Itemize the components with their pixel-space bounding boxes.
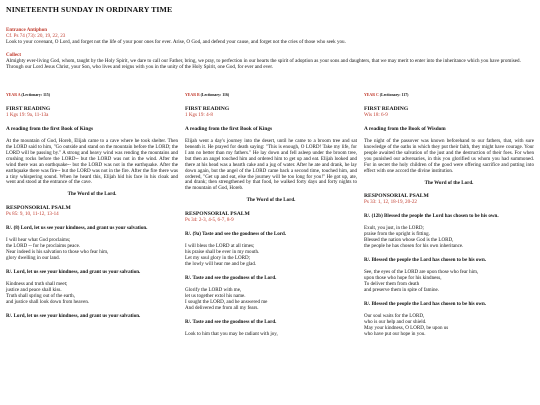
first-reading-heading: FIRST READING: [6, 105, 51, 112]
verse-line: Truth shall spring out of the earth,: [6, 292, 75, 299]
reading-body: The night of the passover was known beforehand to our fathers, that, with sure knowledge of the oaths in which they put their faith, they might have courage. Your people awaited the salvation of the just and the destruction of their foes. For when you punished our adversaries, in this you glorified us whom you had summoned. For in secret the holy children of the good were offering sacrifice and putting into effect with one accord the divine institution.: [364, 137, 534, 174]
word-of-the-lord: The Word of the Lord.: [67, 191, 117, 198]
year-b-column: [185, 93, 357, 338]
verse-line: See, the eyes of the LORD are upon those who fear him,: [364, 269, 479, 276]
verse-line: Let my soul glory in the LORD;: [185, 255, 251, 262]
lectionary-number: (Lectionary: 116): [200, 93, 230, 97]
psalm-heading: RESPONSORIAL PSALM: [185, 211, 250, 218]
entrance-antiphon-label: Entrance Antiphon: [6, 28, 47, 33]
verse-line: who is our help and our shield.: [364, 318, 427, 325]
year-a-header: [6, 93, 178, 99]
psalm-response: R/. Blessed the people the Lord has chosen to be his own.: [364, 300, 487, 307]
page-title: NINETEENTH SUNDAY IN ORDINARY TIME: [6, 5, 173, 14]
lectionary-number: (Lectionary: 115): [21, 93, 51, 97]
entrance-antiphon: [6, 28, 534, 46]
word-of-the-lord: The Word of the Lord.: [246, 197, 296, 204]
psalm-response: R/. Lord, let us see your kindness, and grant us your salvation.: [6, 312, 141, 319]
collect-text: Almighty ever-living God, whom, taught by the Holy Spirit, we dare to call our Father, bring, we pray, to perfection in our hearts the spirit of adoption as your sons and daughters, that we may merit to enter into the inheritance which you have promised. Through our Lord Jesus Christ, your Son, who lives and reigns with you in the unity of the Holy Spirit, one God, for ever and ever.: [6, 57, 521, 70]
verse-line: Exult, you just, in the LORD;: [364, 225, 424, 232]
first-reading-heading: FIRST READING: [185, 105, 230, 112]
verse-line: and preserve them in spite of famine.: [364, 286, 439, 293]
verse-line: who have put our hope in you.: [364, 330, 426, 337]
psalm-response: R/. Lord, let us see your kindness, and grant us your salvation.: [6, 269, 141, 276]
psalm-verse: [185, 244, 357, 268]
psalm-response: R/. (8) Lord, let us see your kindness, and grant us your salvation.: [6, 225, 148, 232]
year-label: YEAR B: [185, 93, 200, 97]
year-b-header: [185, 93, 357, 99]
collect-label: Collect: [6, 53, 21, 58]
entrance-antiphon-text: Look to your covenant, O Lord, and forget not the life of your poor ones for ever. Arise, O God, and defend your cause, and forget not the cries of those who seek you.: [6, 38, 346, 45]
verse-line: the people he has chosen for his own inheritance.: [364, 243, 464, 250]
year-label: YEAR C: [364, 93, 379, 97]
year-a-column: [6, 93, 178, 320]
verse-line: I sought the LORD, and he answered me: [185, 298, 268, 305]
verse-line: justice and peace shall kiss.: [6, 286, 62, 293]
verse-line: and justice shall look down from heaven.: [6, 298, 90, 305]
verse-line: Blessed the nation whose God is the LORD,: [364, 237, 454, 244]
verse-line: praise from the upright is fitting.: [364, 231, 430, 238]
verse-line: the LORD -- for he proclaims peace.: [6, 243, 81, 250]
verse-line: I will bless the LORD at all times;: [185, 243, 255, 250]
psalm-ref: Ps 34: 2-3, 4-5, 6-7, 8-9: [185, 217, 234, 224]
psalm-response: R/. (12b) Blessed the people the Lord has chosen to be his own.: [364, 213, 499, 220]
psalm-response: R/. (9a) Taste and see the goodness of the Lord.: [185, 231, 287, 238]
reading-intro: A reading from the first Book of Kings: [6, 125, 94, 132]
psalm-verse: [6, 282, 178, 306]
year-c-header: [364, 93, 534, 99]
psalm-response: R/. Taste and see the goodness of the Lord.: [185, 318, 277, 325]
entrance-antiphon-ref: Cf. Ps 74 (73): 20, 19, 22, 23: [6, 32, 66, 39]
lectionary-number: (Lectionary: 117): [379, 93, 409, 97]
verse-line: Look to him that you may be radiant with joy,: [185, 330, 278, 337]
psalm-ref: Ps 85: 9, 10, 11-12, 13-14: [6, 211, 59, 218]
psalm-heading: RESPONSORIAL PSALM: [364, 193, 429, 200]
psalm-verse: [364, 314, 534, 338]
psalm-verse: [6, 238, 178, 262]
verse-line: I will hear what God proclaims;: [6, 237, 71, 244]
verse-line: And delivered me from all my fears.: [185, 304, 259, 311]
verse-line: his praise shall be ever in my mouth.: [185, 249, 260, 256]
first-reading-ref: Wis 18: 6-9: [364, 111, 388, 118]
reading-intro: A reading from the Book of Wisdom: [364, 125, 446, 132]
year-label: YEAR A: [6, 93, 21, 97]
verse-line: To deliver them from death: [364, 281, 420, 288]
word-of-the-lord: The Word of the Lord.: [424, 179, 474, 186]
reading-body: Elijah went a day's journey into the desert, until he came to a broom tree and sat beneath it. He prayed for death saying: "This is enough, O LORD! Take my life, for I am no better than my fathers." He lay down and fell asleep under the broom tree, but then an angel touched him and ordered him to get up and eat. Elijah looked and there at his head was a hearth cake and a jug of water. After he ate and drank, he lay down again, but the angel of the LORD came back a second time, touched him, and ordered, "Get up and eat, else the journey will be too long for you!" He got up, ate, and drank; then strengthened by that food, he walked forty days and forty nights to the mountain of God, Horeb.: [185, 137, 357, 192]
reading-body: At the mountain of God, Horeb, Elijah came to a cave where he took shelter. Then the LORD said to him, "Go outside and stand on the mountain before the LORD; the LORD will be passing by." A strong and heavy wind was rending the mountains and crushing rocks before the LORD-- but the LORD was not in the wind. After the wind there was an earthquake-- but the LORD was not in the earthquake. After the earthquake there was fire-- but the LORD was not in the fire. After the fire there was a tiny whispering sound. When he heard this, Elijah hid his face in his cloak and went and stood at the entrance of the cave.: [6, 137, 178, 186]
verse-line: Glorify the LORD with me,: [185, 286, 242, 293]
verse-line: May your kindness, O LORD, be upon us: [364, 324, 449, 331]
first-reading-heading: FIRST READING: [364, 105, 409, 112]
verse-line: let us together extol his name.: [185, 292, 246, 299]
psalm-verse: [364, 270, 534, 294]
verse-line: Kindness and truth shall meet;: [6, 281, 68, 288]
verse-line: Near indeed is his salvation to those who fear him,: [6, 249, 109, 256]
verse-line: upon those who hope for his kindness,: [364, 275, 442, 282]
first-reading-ref: 1 Kgs 19: 9a, 11-13a: [6, 111, 49, 118]
verse-line: Our soul waits for the LORD,: [364, 312, 425, 319]
first-reading-ref: 1 Kgs 19: 4-8: [185, 111, 213, 118]
psalm-response: R/. Taste and see the goodness of the Lord.: [185, 275, 277, 282]
psalm-ref: Ps 33: 1, 12, 18-19, 20-22: [364, 199, 417, 206]
psalm-verse: [185, 288, 357, 312]
collect: [6, 53, 534, 71]
verse-line: the lowly will hear me and be glad.: [185, 261, 257, 268]
verse-line: glory dwelling in our land.: [6, 255, 60, 262]
psalm-verse: [364, 226, 534, 250]
psalm-heading: RESPONSORIAL PSALM: [6, 205, 71, 212]
psalm-verse: [185, 332, 357, 338]
psalm-response: R/. Blessed the people the Lord has chosen to be his own.: [364, 257, 487, 264]
reading-intro: A reading from the first Book of Kings: [185, 125, 273, 132]
year-c-column: [364, 93, 534, 338]
